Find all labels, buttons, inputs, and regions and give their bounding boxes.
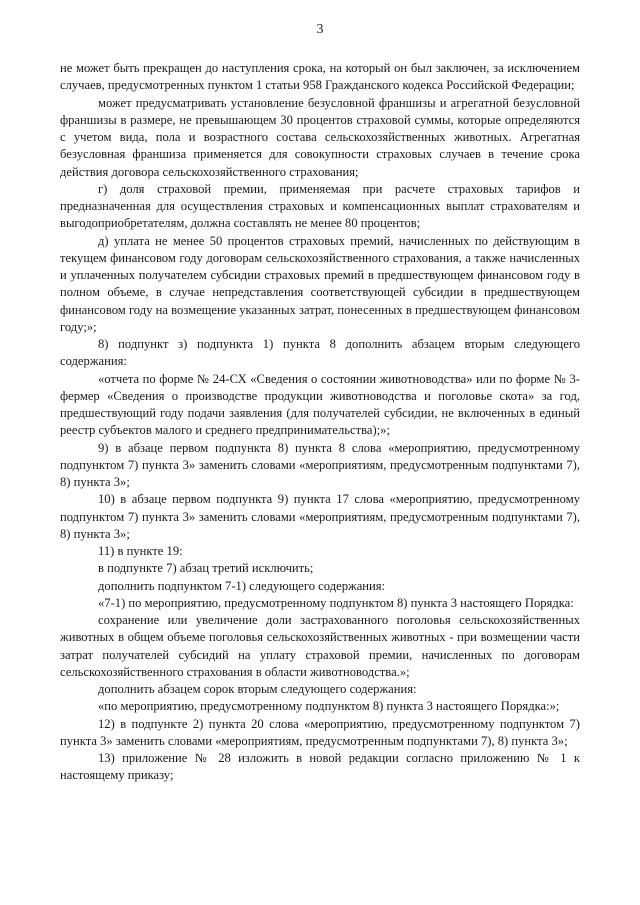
paragraph: в подпункте 7) абзац третий исключить; [98,561,314,576]
paragraph: г) доля страховой премии, применяемая при расчете страховых тарифов и предназначенная для осуществления страховых и компенсационных выплат страхователям и выгодоприобретателям, должна составлять не менее 80 процентов; [60,181,580,231]
paragraph: «7-1) по мероприятию, предусмотренному подпунктом 8) пункта 3 настоящего Порядка: [98,595,574,610]
page-number: 3 [316,22,324,37]
paragraph: 8) подпункт з) подпункта 1) пункта 8 дополнить абзацем вторым следующего содержания: [60,337,580,369]
document-body [60,60,580,785]
paragraph: 13) приложение № 28 изложить в новой редакции согласно приложению № 1 к настоящему приказу; [60,751,580,783]
paragraph: 10) в абзаце первом подпункта 9) пункта 17 слова «мероприятию, предусмотренному подпунктом 7) пункта 3» заменить словами «мероприятиям, предусмотренным подпунктами 7), 8) пункта 3»; [60,492,580,541]
paragraph: «по мероприятию, предусмотренному подпунктом 8) пункта 3 настоящего Порядка:»; [98,699,560,714]
paragraph: дополнить подпунктом 7-1) следующего содержания: [98,578,386,593]
paragraph: 9) в абзаце первом подпункта 8) пункта 8 слова «мероприятию, предусмотренному подпунктом 7) пункта 3» заменить словами «мероприятиям, предусмотренным подпунктами 7), 8) пункта 3»; [60,440,580,489]
paragraph: может предусматривать установление безусловной франшизы и агрегатной безусловной франшизы в размере, не превышающем 30 процентов страховой суммы, которые определяются с учетом вида, пола и возрастного состава сельскохозяйственных животных. Агрегатная безусловная франшиза применяется для совокупности страховых случаев в течение срока действия договора сельскохозяйственного страхования; [60,95,580,179]
paragraph: 11) в пункте 19: [98,544,183,558]
paragraph: д) уплата не менее 50 процентов страховых премий, начисленных по действующим в текущем финансовом году договорам сельскохозяйственного страхования, а также начисленных и уплаченных получателем субсидии страховых премий в предшествующем финансовом году в полном объеме, в случае непредставления соответствующей субсидии в предшествующем финансовом году на возмещение указанных затрат, понесенных в предшествующем финансовом году;»; [60,233,580,334]
paragraph: не может быть прекращен до наступления срока, на который он был заключен, за исключением случаев, предусмотренных пунктом 1 статьи 958 Гражданского кодекса Российской Федерации; [60,61,580,93]
paragraph: дополнить абзацем сорок вторым следующего содержания: [98,682,417,696]
paragraph: 12) в подпункте 2) пункта 20 слова «мероприятию, предусмотренному подпунктом 7) пункта 3» заменить словами «мероприятиям, предусмотренным подпунктами 7), 8) пункта 3»; [60,716,580,748]
paragraph: сохранение или увеличение доли застрахованного поголовья сельскохозяйственных животных в общем объеме поголовья сельскохозяйственных животных - при возмещении части затрат получателей субсидий на уплату страховой премии, начисленных по договорам сельскохозяйственного страхования в области животноводства.»; [60,613,580,679]
paragraph: «отчета по форме № 24-СХ «Сведения о состоянии животноводства» или по форме № 3-фермер «Сведения о производстве продукции животноводства и поголовье скота» за год, предшествующий году подачи заявления (для получателей субсидии, не включенных в единый реестр субъектов малого и среднего предпринимательства);»; [60,371,580,438]
